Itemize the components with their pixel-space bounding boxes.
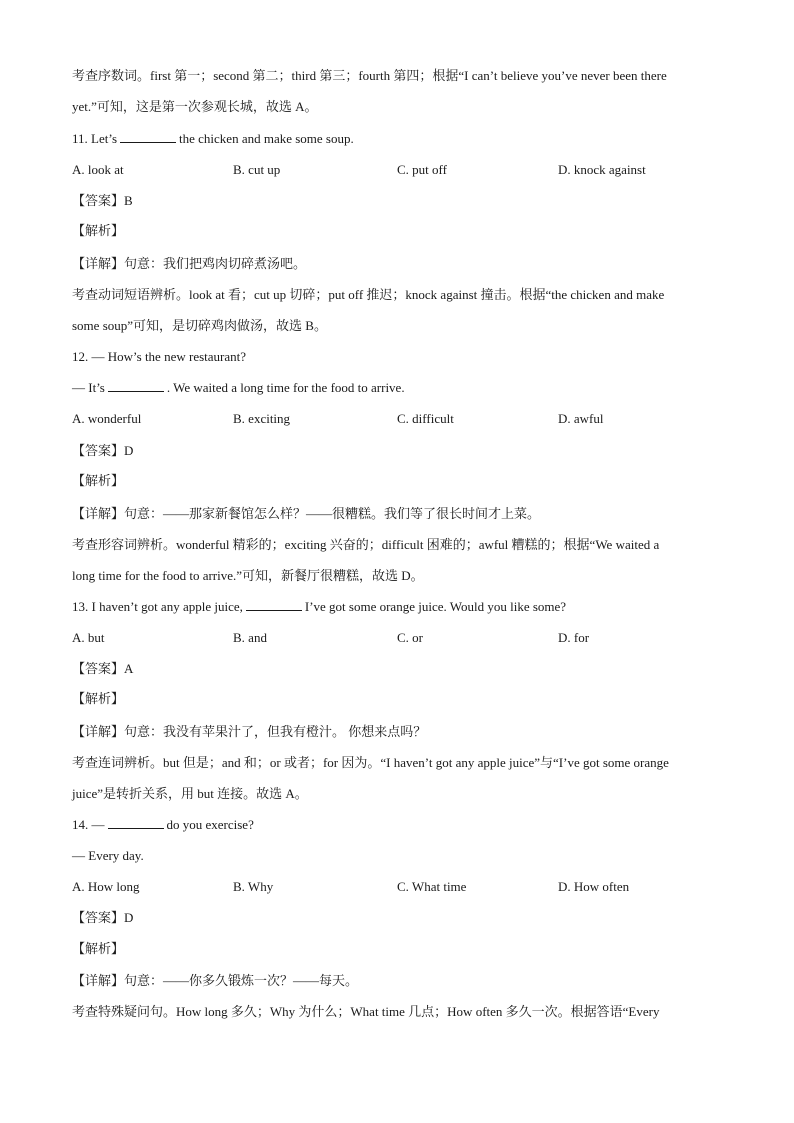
question-14-stem-2: — Every day. <box>72 848 144 863</box>
question-14-answer <box>72 909 722 928</box>
option-a: A. How long <box>72 879 140 894</box>
question-12-stem-pre: — It’s <box>72 380 105 395</box>
option-a: A. look at <box>72 162 124 177</box>
answer-tag: 【答案】 <box>72 911 125 926</box>
question-11-detail <box>72 255 722 274</box>
question-14-stem-pre: 14. — <box>72 817 105 832</box>
question-11-explain-2: some soup”可知，是切碎鸡肉做汤，故选 B。 <box>72 318 327 333</box>
question-11-stem <box>72 130 722 148</box>
option-c: C. difficult <box>397 411 454 426</box>
detail-text: 句意：——那家新餐馆怎么样？——很糟糕。我们等了很长时间才上菜。 <box>124 506 541 521</box>
option-a: A. but <box>72 630 105 645</box>
question-13-options <box>0 629 794 647</box>
analysis-tag: 【解析】 <box>72 474 125 489</box>
option-b: B. cut up <box>233 162 281 177</box>
question-12-stem-2 <box>72 379 722 397</box>
answer-value: B <box>124 193 133 208</box>
question-12-explain-2: long time for the food to arrive.”可知，新餐厅很糟糕，故选 D。 <box>72 568 424 583</box>
question-14-options <box>0 878 794 896</box>
answer-blank <box>246 598 302 611</box>
question-11-answer <box>72 192 722 211</box>
option-d: D. for <box>558 630 590 645</box>
option-c: C. put off <box>397 162 447 177</box>
detail-tag: 【详解】 <box>72 507 125 522</box>
option-d: D. awful <box>558 411 604 426</box>
answer-value: D <box>124 910 134 925</box>
answer-tag: 【答案】 <box>72 444 125 459</box>
answer-tag: 【答案】 <box>72 194 125 209</box>
intro-line-1: 考查序数词。first 第一；second 第二；third 第三；fourth 第四；根据“I can’t believe you’ve never been there <box>72 68 667 83</box>
question-12-options <box>0 410 794 428</box>
question-14-detail <box>72 972 722 991</box>
question-13-stem-post: I’ve got some orange juice. Would you like some? <box>304 599 567 614</box>
answer-blank <box>108 379 164 392</box>
option-d: D. How often <box>558 879 630 894</box>
question-12-detail <box>72 505 722 524</box>
option-b: B. and <box>233 630 267 645</box>
question-11-stem-post: the chicken and make some soup. <box>179 131 354 146</box>
question-13-detail <box>72 723 722 742</box>
question-12-stem-1: 12. — How’s the new restaurant? <box>72 349 247 364</box>
question-11-explain-1: 考查动词短语辨析。look at 看；cut up 切碎；put off 推迟；knock against 撞击。根据“the chicken and make <box>72 287 665 302</box>
detail-text: 句意：我们把鸡肉切碎煮汤吧。 <box>124 256 307 271</box>
analysis-tag: 【解析】 <box>72 692 125 707</box>
answer-blank <box>108 816 164 829</box>
answer-blank <box>120 130 176 143</box>
question-12-stem-post: . We waited a long time for the food to arrive. <box>166 380 405 395</box>
question-13-stem <box>72 598 722 616</box>
option-c: C. or <box>397 630 423 645</box>
question-13-explain-1: 考查连词辨析。but 但是；and 和；or 或者；for 因为。“I haven’t got any apple juice”与“I’ve got some orange <box>72 755 669 770</box>
option-c: C. What time <box>397 879 467 894</box>
option-b: B. Why <box>233 879 274 894</box>
answer-value: D <box>124 443 134 458</box>
question-11-stem-pre: 11. Let’s <box>72 131 118 146</box>
detail-text: 句意：——你多久锻炼一次？——每天。 <box>124 973 359 988</box>
intro-line-2: yet.”可知，这是第一次参观长城，故选 A。 <box>72 99 318 114</box>
question-14-explain-1: 考查特殊疑问句。How long 多久；Why 为什么；What time 几点；How often 多久一次。根据答语“Every <box>72 1004 660 1019</box>
question-14-stem-1 <box>72 816 722 834</box>
option-b: B. exciting <box>233 411 291 426</box>
question-14-stem-post: do you exercise? <box>166 817 254 832</box>
detail-text: 句意：我没有苹果汁了，但我有橙汁。 你想来点吗？ <box>124 724 427 739</box>
detail-tag: 【详解】 <box>72 974 125 989</box>
option-d: D. knock against <box>558 162 646 177</box>
question-12-explain-1: 考查形容词辨析。wonderful 精彩的；exciting 兴奋的；difficult 困难的；awful 糟糕的；根据“We waited a <box>72 537 660 552</box>
option-a: A. wonderful <box>72 411 142 426</box>
analysis-tag: 【解析】 <box>72 224 125 239</box>
question-11-options <box>0 161 794 179</box>
question-13-explain-2: juice”是转折关系，用 but 连接。故选 A。 <box>72 786 308 801</box>
analysis-tag: 【解析】 <box>72 942 125 957</box>
question-13-stem-pre: 13. I haven’t got any apple juice, <box>72 599 243 614</box>
answer-value: A <box>124 661 134 676</box>
question-13-answer <box>72 660 722 679</box>
detail-tag: 【详解】 <box>72 725 125 740</box>
detail-tag: 【详解】 <box>72 257 125 272</box>
answer-tag: 【答案】 <box>72 662 125 677</box>
question-12-answer <box>72 442 722 461</box>
